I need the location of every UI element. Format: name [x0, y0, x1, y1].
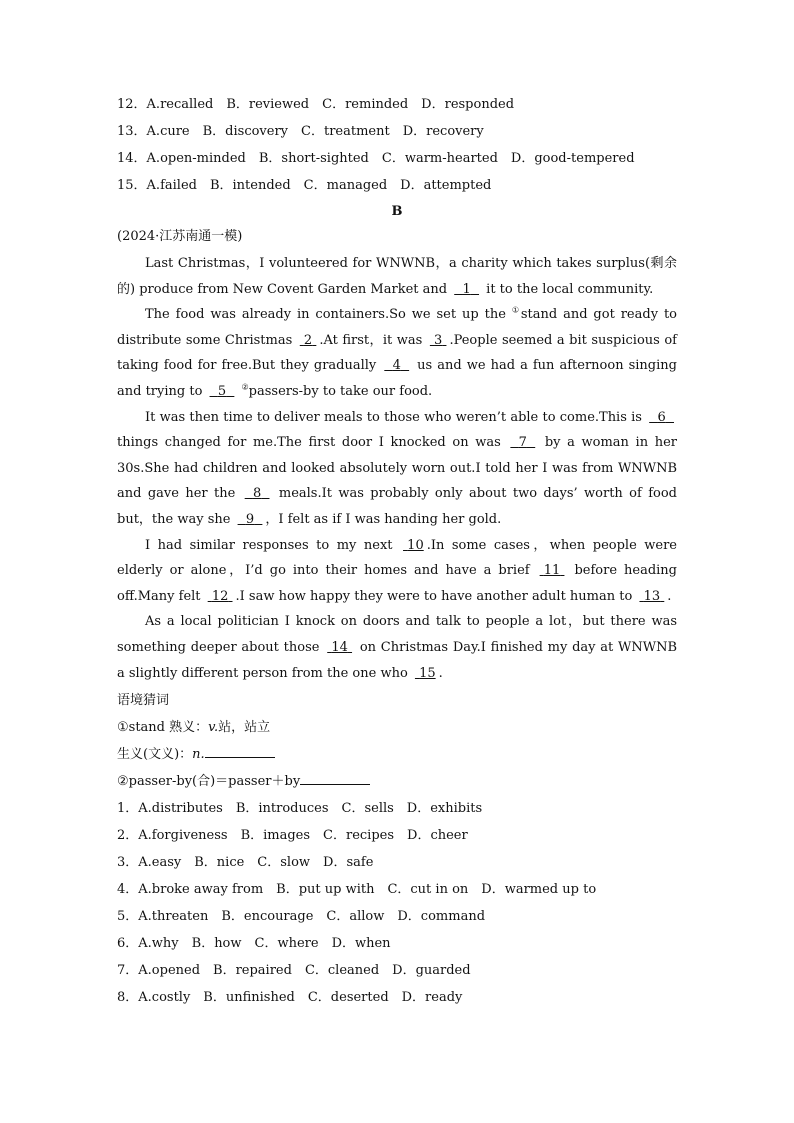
option-line-6: 6．A.why B．how C．where D．when	[117, 936, 391, 952]
option-line-15: 15．A.failed B．intended C．managed D．attempted	[117, 178, 492, 193]
blank-5: 5	[217, 383, 227, 399]
option-line-14: 14．A.open-minded B．short-sighted C．warm-hearted D．good-tempered	[117, 151, 635, 166]
note-marker-1: ①	[511, 305, 521, 315]
vocab-line-1: ①stand 熟义：v.站，站立	[117, 720, 271, 736]
text-run: meals.It was probably only about two days’ worth of food but，the way she	[117, 486, 677, 527]
option-line-1: 1．A.distributes B．introduces C．sells D．exhibits	[117, 801, 483, 817]
text-run: As a local politician I knock on doors and talk to people a lot，but there was something deeper about those	[117, 614, 677, 655]
text-run: ，I felt as if I was handing her gold.	[265, 511, 502, 527]
option-line-3: 3．A.easy B．nice C．slow D．safe	[117, 855, 374, 871]
vocab-title: 语境猜词	[117, 693, 170, 709]
vocab-line-2: 生义(文义)：n.	[117, 741, 677, 768]
passage-paragraph-3	[117, 405, 677, 533]
option-line-5: 5．A.threaten B．encourage C．allow D．command	[117, 909, 486, 925]
passage-paragraph-1	[117, 251, 677, 302]
blank-1: 1	[462, 281, 471, 297]
text-run: .At first，it was	[319, 332, 423, 348]
text-run: stand and got ready to distribute some Christmas	[117, 307, 678, 348]
text-run: The food was already in containers.So we set up the	[145, 307, 506, 323]
blank-7: 7	[518, 435, 527, 451]
passage-paragraph-5	[117, 609, 677, 686]
text-run: .In some cases，when people were elderly or alone，I’d go into their homes and have a brief	[117, 537, 677, 579]
blank-13: 13	[643, 588, 661, 604]
worksheet-page	[117, 91, 677, 1011]
text-run: things changed for me.The first door I knocked on was	[117, 435, 501, 451]
blank-11: 11	[543, 563, 561, 579]
text-run: by a woman in her 30s.She had children and looked absolutely worn out.I told her I was from WNWNB and gave her the	[117, 435, 677, 502]
passage-paragraph-4	[117, 533, 677, 610]
blank-9: 9	[245, 511, 255, 527]
note-marker-2: ②	[241, 382, 249, 392]
option-line-13: 13．A.cure B．discovery C．treatment D．recovery	[117, 124, 484, 139]
text-run: us and we had a fun afternoon singing and trying to	[117, 358, 677, 399]
text-run: .	[438, 665, 443, 681]
text-run: .I saw how happy they were to have another adult human to	[235, 588, 633, 604]
option-line-2: 2．A.forgiveness B．images C．recipes D．cheer	[117, 828, 468, 844]
blank-2: 2	[303, 332, 313, 348]
text-run: Last Christmas，I volunteered for WNWNB，a charity which takes surplus(剩余的) produce from New Covent Garden Market and	[117, 256, 677, 297]
blank-4: 4	[392, 358, 401, 374]
options-list	[117, 795, 677, 1011]
blank-12: 12	[211, 588, 229, 604]
text-run: It was then time to deliver meals to those who weren’t able to come.This is	[145, 409, 642, 425]
blank-8: 8	[252, 486, 262, 502]
text-run: passers-by to take our food.	[248, 383, 433, 399]
text-run: on Christmas Day.I finished my day at WNWNB a slightly different person from the one who	[117, 639, 678, 681]
option-line-4: 4．A.broke away from B．put up with C．cut in on D．warmed up to	[117, 882, 597, 898]
passage-paragraph-2	[117, 302, 677, 404]
text-run: .People seemed a bit suspicious of taking food for free.But they gradually	[117, 332, 677, 374]
option-line-12: 12．A.recalled B．reviewed C．reminded D．responded	[117, 97, 515, 112]
text-run: before heading off.Many felt	[117, 563, 678, 604]
section-title: B	[391, 204, 403, 219]
text-run: I had similar responses to my next	[145, 537, 393, 553]
text-run: it to the local community.	[486, 281, 654, 297]
text-run: .	[667, 588, 672, 604]
option-line-8: 8．A.costly B．unfinished C．deserted D．ready	[117, 990, 463, 1006]
source-note: (2024·江苏南通一模)	[117, 229, 243, 244]
blank-3: 3	[434, 332, 443, 348]
blank-6: 6	[657, 409, 666, 425]
top-options-list	[117, 91, 677, 199]
answer-line[interactable]	[300, 771, 370, 785]
blank-15: 15	[419, 665, 436, 681]
option-line-7: 7．A.opened B．repaired C．cleaned D．guarded	[117, 963, 471, 979]
blank-14: 14	[331, 639, 348, 655]
blank-10: 10	[407, 537, 424, 553]
vocab-line-3: ②passer-by(合)＝passer＋by	[117, 768, 677, 795]
answer-line[interactable]	[205, 744, 275, 758]
